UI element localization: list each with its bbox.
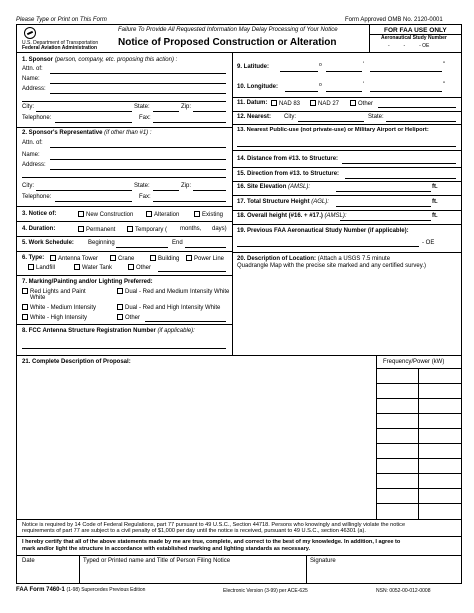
s6-antenna[interactable]: Antenna Tower [50,255,98,263]
freq-row[interactable] [376,368,462,369]
checkbox-icon [22,288,28,294]
s6-landfill[interactable]: Landfill [28,264,55,272]
s6-other[interactable]: Other [128,264,151,272]
s7-dual-medium[interactable]: Dual - Red and Medium Intensity White [117,288,229,296]
s15-field[interactable] [345,178,456,179]
lon-deg-field[interactable] [285,91,318,92]
datum-nad83[interactable]: NAD 83 [271,100,300,108]
lat-sec-symbol: " [443,62,446,68]
s2-fax-label: Fax: [139,194,151,200]
checkbox-icon [194,211,200,217]
s3-label: 3. Notice of: [22,211,57,217]
date-field[interactable] [22,566,76,582]
s1-city-label: City: [22,104,34,110]
s8-title: 8. FCC Antenna Structure Registration Number (if applicable): [22,328,195,334]
s4-permanent[interactable]: Permanent [78,226,115,234]
freq-row[interactable] [376,413,462,414]
s9-label: 9. Latitude: [237,64,270,70]
form-title: Notice of Proposed Construction or Alteration [118,37,337,48]
print-note: Please Type or Print on This Form [16,17,107,23]
s18-field[interactable] [340,220,431,221]
s2-zip-field[interactable] [193,190,226,191]
s12-city-label: City: [284,114,296,120]
frequency-header: Frequency/Power (kW) [383,359,445,365]
lon-sec-symbol: " [443,82,446,88]
signature-label: Signature [310,558,336,564]
checkbox-icon [271,100,277,106]
certify-line1: I hereby certify that all of the above statements made by me are true, complete, and correct to the best of my knowledge. In addition, I agree to [22,539,401,545]
certify-line2: mark and/or light the structure in accordance with established marking and lighting standards as necessary. [22,546,311,552]
checkbox-icon [117,314,123,320]
failure-note: Failure To Provide All Requested Information May Delay Processing of Your Notice [118,27,338,33]
omb-number: Form Approved OMB No. 2120-0001 [345,17,443,23]
checkbox-icon [78,226,84,232]
checkbox-icon [128,264,134,270]
s20-field[interactable] [237,272,456,350]
checkbox-icon [310,100,316,106]
s14-label: 14. Distance from #13. to Structure: [237,156,339,162]
s7-other[interactable]: Other [117,314,140,322]
s2-city-label: City: [22,183,34,189]
s1-telephone-field[interactable] [55,122,132,123]
s6-crane[interactable]: Crane [110,255,134,263]
s7-dual-high[interactable]: Dual - Red and High Intensity White [117,304,220,312]
s2-telephone-label: Telephone: [22,194,52,200]
s1-zip-label: Zip: [181,104,192,110]
freq-row[interactable] [376,473,462,474]
s21-description-field[interactable] [22,370,370,518]
s2-address-label: Address: [22,162,46,168]
checkbox-icon [146,211,152,217]
s5-label: 5. Work Schedule: [22,240,74,246]
s3-existing[interactable]: Existing [194,211,223,219]
s1-state-label: State: [134,104,150,110]
s2-address-field-2[interactable] [22,177,226,178]
checkbox-icon [22,304,28,310]
freq-row[interactable] [376,428,462,429]
s2-city-field[interactable] [36,190,132,191]
s6-watertank[interactable]: Water Tank [74,264,112,272]
s6-other-field[interactable] [158,271,226,272]
s7-white-word: White [30,295,46,301]
freq-row[interactable] [376,443,462,444]
s2-zip-label: Zip: [181,183,192,189]
footer-electronic: Electronic Version (3-99) per ACE-625 [223,588,308,594]
s5-begin-field[interactable] [116,247,168,248]
checkbox-icon [50,255,56,261]
s20-hint: Quadrangle Map with the precise site marked and any certified survey.) [237,263,426,269]
study-number-field[interactable]: - - - OE [388,43,430,49]
s1-attn-field[interactable] [50,73,226,74]
s13-field[interactable] [237,146,456,147]
s17-ft: ft. [432,199,438,205]
s20-label: 20. Description of Location: (Attach a USGS 7.5 minute [237,256,391,262]
s1-city-field[interactable] [36,111,132,112]
s3-new-construction[interactable]: New Construction [78,211,133,219]
s1-address-label: Address: [22,86,46,92]
s2-attn-label: Attn. of: [22,140,43,146]
checkbox-icon [117,304,123,310]
s2-fax-field[interactable] [153,201,226,202]
s1-fax-field[interactable] [153,122,226,123]
lat-min-symbol: ' [363,62,365,68]
lat-deg-symbol: o [319,62,322,68]
s7-white-medium[interactable]: White - Medium Intensity [22,304,96,312]
s2-name-label: Name: [22,152,40,158]
s12-state-label: State: [368,114,384,120]
checkbox-icon [350,100,356,106]
s1-telephone-label: Telephone: [22,115,52,121]
s16-label: 16. Site Elevation (AMSL): [237,184,311,190]
s17-field[interactable] [336,206,431,207]
s11-label: 11. Datum: [237,100,268,106]
s5-end-label: End [172,240,183,246]
dot-seal-icon [24,27,36,39]
s2-title: 2. Sponsor's Representative (if other than #1) : [22,130,152,136]
s8-field[interactable] [22,348,226,349]
datum-other-field[interactable] [378,107,456,108]
checkbox-icon [28,264,34,270]
s2-telephone-field[interactable] [55,201,132,202]
s6-building[interactable]: Building [150,255,179,263]
s12-state-field[interactable] [386,121,456,122]
signature-field[interactable] [310,566,458,582]
faa-use-only: FOR FAA USE ONLY [384,27,447,34]
checkbox-icon [150,255,156,261]
s16-ft: ft. [432,184,438,190]
s3-alteration[interactable]: Alteration [146,211,179,219]
printed-name-label: Typed or Printed name and Title of Person Filing Notice [83,558,231,564]
s12-label: 12. Nearest: [237,114,272,120]
s16-field[interactable] [336,191,431,192]
s2-attn-field[interactable] [50,147,226,148]
s1-address-field-2[interactable] [22,101,226,102]
lon-deg-symbol: o [319,82,322,88]
freq-row[interactable] [376,383,462,384]
s1-fax-label: Fax: [139,115,151,121]
s18-ft: ft. [432,213,438,219]
s19-oe: - OE [422,240,435,246]
agency-line2: Federal Aviation Administration [22,45,98,51]
s21-title: 21. Complete Description of Proposal: [22,359,131,365]
s1-zip-field[interactable] [193,111,226,112]
freq-row[interactable] [376,398,462,399]
s1-attn-label: Attn. of: [22,66,43,72]
s7-red-lights[interactable]: Red Lights and Paint [22,288,86,296]
s4-label: 4. Duration: [22,226,56,232]
s7-title: 7. Marking/Painting and/or Lighting Preferred: [22,279,153,285]
aero-study-label: Aeronautical Study Number [381,35,447,41]
checkbox-icon [127,226,133,232]
checkbox-icon [110,255,116,261]
s4-days: days) [212,226,227,232]
s18-label: 18. Overall height (#16. + #17.) (AMSL): [237,213,347,219]
s1-title: 1. Sponsor (person, company, etc. proposing this action) : [22,57,178,63]
footer-nsn: NSN: 0052-00-012-0008 [376,588,431,594]
s7-white-high[interactable]: White - High Intensity [22,314,87,322]
checkbox-icon [22,314,28,320]
checkbox-icon [117,288,123,294]
s1-state-field[interactable] [153,111,179,112]
s5-end-field[interactable] [185,247,226,248]
s1-name-field[interactable] [50,83,226,84]
datum-nad27[interactable]: NAD 27 [310,100,339,108]
s17-label: 17. Total Structure Height (AGL): [237,199,329,205]
s13-label: 13. Nearest Public-use (not private-use) or Military Airport or Heliport: [237,127,429,133]
lon-sec-field[interactable] [370,91,442,92]
date-label: Date [22,558,35,564]
freq-row[interactable] [376,488,462,489]
checkbox-icon [186,255,192,261]
lon-min-symbol: ' [363,82,365,88]
freq-row[interactable] [376,503,462,504]
agency-line1: U.S. Department of Transportation [22,40,99,46]
notice-line2: requirements of part 77 are subject to a civil penalty of $1,000 per day until the notice is received, pursuant to 49 U.S.C., section 46301 (a). [22,528,366,534]
s7-other-field[interactable] [145,321,226,322]
s5-begin-label: Beginning [88,240,115,246]
s12-city-field[interactable] [298,121,364,122]
s4-temporary[interactable]: Temporary ( [127,226,167,234]
lon-min-field[interactable] [326,91,362,92]
checkbox-icon [74,264,80,270]
s6-label: 6. Type: [22,255,45,261]
lat-sec-field[interactable] [370,71,442,72]
s15-label: 15. Direction from #13. to Structure: [237,171,340,177]
s1-address-field[interactable] [50,93,226,94]
s14-field[interactable] [342,163,456,164]
footer-form: FAA Form 7460-1 (1-98) Supercedes Previous Edition [16,587,146,593]
s2-state-field[interactable] [153,190,179,191]
lat-deg-field[interactable] [280,71,318,72]
lat-min-field[interactable] [326,71,362,72]
s2-state-label: State: [134,183,150,189]
freq-row[interactable] [376,458,462,459]
s1-name-label: Name: [22,76,40,82]
datum-other[interactable]: Other [350,100,373,108]
s6-powerline[interactable]: Power Line [186,255,224,263]
s2-name-field[interactable] [50,159,226,160]
printed-name-field[interactable] [83,566,303,582]
s19-label: 19. Previous FAA Aeronautical Study Number (if applicable): [237,228,409,234]
s2-address-field[interactable] [50,169,226,170]
s4-months: months, [180,226,202,232]
s10-label: 10. Longitude: [237,84,278,90]
s19-field[interactable] [237,246,419,247]
notice-line1: Notice is required by 14 Code of Federal Regulations, part 77 pursuant to 49 U.S.C., Section 44718. Persons who knowingly and willingly violate the notice [22,522,406,528]
checkbox-icon [78,211,84,217]
